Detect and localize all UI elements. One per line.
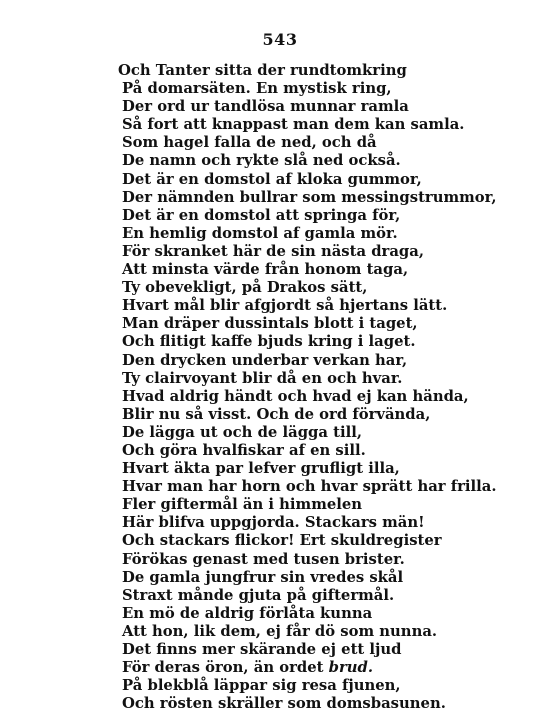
poem-line: Ty clairvoyant blir då en och hvar. xyxy=(122,369,403,387)
poem-line: En mö de aldrig förlåta kunna xyxy=(122,604,373,622)
page-number: 543 xyxy=(262,30,298,49)
poem-line: Och Tanter sitta der rundtomkring xyxy=(118,62,407,79)
poem-line: Och rösten skräller som domsbasunen. xyxy=(122,695,446,713)
poem-line: Här blifva uppgjorda. Stackars män! xyxy=(122,514,425,532)
poem-line: Och stackars flickor! Ert skuldregister xyxy=(122,532,442,550)
poem-line: Så fort att knappast man dem kan samla. xyxy=(122,116,465,134)
poem-line: Och göra hvalfiskar af en sill. xyxy=(122,441,366,459)
poem-line: Straxt månde gjuta på giftermål. xyxy=(122,586,395,604)
poem-line: Der nämnden bullrar som messingstrummor, xyxy=(122,188,497,206)
poem-line: Att hon, lik dem, ej får dö som nunna. xyxy=(122,622,438,640)
poem-line: Hvart äkta par lefver grufligt illa, xyxy=(122,460,400,478)
poem-line: De lägga ut och de lägga till, xyxy=(122,423,362,441)
poem-line: En hemlig domstol af gamla mör. xyxy=(122,224,398,242)
poem-line: På blekblå läppar sig resa fjunen, xyxy=(122,677,401,695)
poem-line: Det är en domstol af kloka gummor, xyxy=(122,170,422,188)
poem-italic-word: brud. xyxy=(328,659,374,677)
poem-line: Ty obevekligt, på Drakos sätt, xyxy=(122,279,368,297)
poem-line: Hvart mål blir afgjordt så hjertans lätt. xyxy=(122,297,448,315)
poem-line: De gamla jungfrur sin vredes skål xyxy=(122,568,404,586)
poem-line: Det är en domstol att springa för, xyxy=(122,206,401,224)
poem-line: På domarsäten. En mystisk ring, xyxy=(122,80,392,98)
poem-line: Och flitigt kaffe bjuds kring i laget. xyxy=(122,333,416,351)
poem-line: För skranket här de sin nästa draga, xyxy=(122,242,425,260)
poem-line: Der ord ur tandlösa munnar ramla xyxy=(122,98,409,116)
poem-line: Det finns mer skärande ej ett ljud xyxy=(122,641,402,658)
poem-line: Förökas genast med tusen brister. xyxy=(122,550,405,568)
poem-line-text: För deras öron, än ordet xyxy=(122,659,324,677)
poem-line: Som hagel falla de ned, och då xyxy=(122,134,377,152)
poem-text xyxy=(118,62,497,713)
poem-line: Hvar man har horn och hvar sprätt har frilla. xyxy=(122,478,497,496)
poem-line: Hvad aldrig händt och hvad ej kan hända, xyxy=(122,387,469,405)
poem-line: Att minsta värde från honom taga, xyxy=(122,261,409,279)
poem-line: De namn och rykte slå ned också. xyxy=(122,152,401,170)
poem-line: Man dräper dussintals blott i taget, xyxy=(122,315,418,333)
poem-line: Den drycken underbar verkan har, xyxy=(122,351,408,369)
poem-line: Blir nu så visst. Och de ord förvända, xyxy=(122,405,431,423)
poem-line: Fler giftermål än i himmelen xyxy=(122,496,363,514)
poem-line xyxy=(118,659,438,677)
